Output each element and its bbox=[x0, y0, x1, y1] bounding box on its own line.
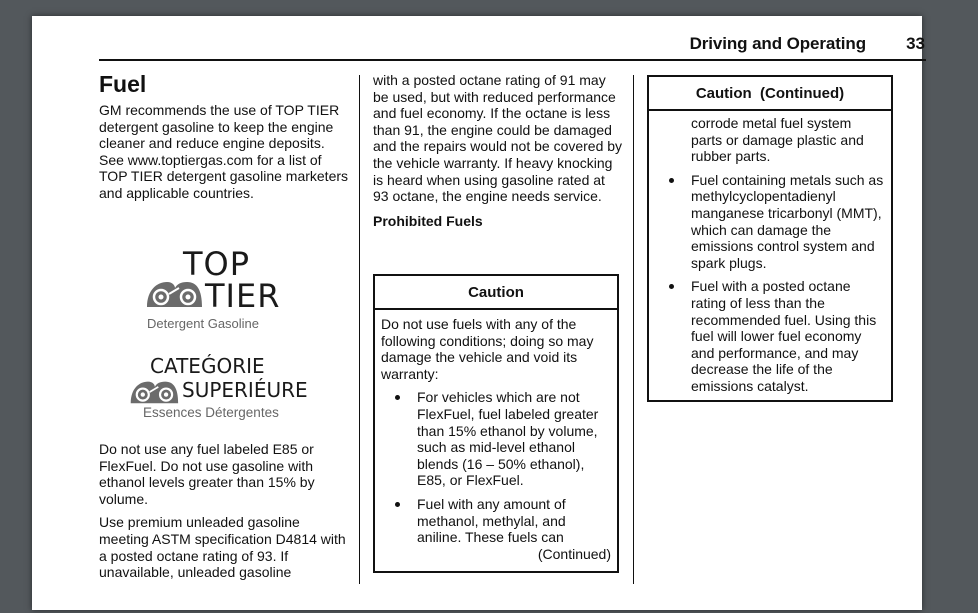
caution-carryover: corrode metal fuel system parts or damage plastic and rubber parts. bbox=[691, 115, 864, 165]
caution-intro: Do not use fuels with any of the following conditions; doing so may damage the vehicle and void its warranty: bbox=[381, 316, 594, 382]
e85-warning-paragraph: Do not use any fuel labeled E85 or FlexFuel. Do not use gasoline with ethanol levels greater than 15% by volume. bbox=[99, 441, 315, 507]
bullet-icon bbox=[395, 395, 400, 400]
caution-bullet: Fuel containing metals such as methylcyclopentadienyl manganese tricarbonyl (MMT), which can damage the emissions control system and spark plugs. bbox=[655, 172, 885, 272]
continued-label: (Continued) bbox=[537, 545, 611, 562]
caution-title: Caution bbox=[375, 276, 617, 310]
logo-tier-text: TIER bbox=[205, 277, 281, 315]
categorie-superieure-logo bbox=[129, 354, 329, 424]
caution-continued-bullet-list bbox=[655, 172, 885, 395]
logo-categorie-text: CATEǴORIE bbox=[150, 354, 265, 378]
bullet-icon bbox=[669, 284, 674, 289]
caution-continued-title: Caution (Continued) bbox=[649, 77, 891, 111]
logo-subtitle-fr: Essences Détergentes bbox=[143, 405, 279, 420]
bullet-icon bbox=[669, 178, 674, 183]
section-heading: Fuel bbox=[99, 71, 147, 97]
caution-continued-box bbox=[647, 75, 893, 402]
page-number: 33 bbox=[906, 34, 925, 53]
caution-bullet: For vehicles which are not FlexFuel, fuel labeled greater than 15% ethanol by volume, such as mid-level ethanol blends (16 – 50% ethanol), E85, or FlexFuel. bbox=[381, 389, 611, 489]
logo-superieure-text: SUPERIÉURE bbox=[182, 378, 308, 402]
bullet-icon bbox=[395, 502, 400, 507]
column-1 bbox=[99, 71, 351, 202]
premium-fuel-paragraph: Use premium unleaded gasoline meeting ASTM specification D4814 with a posted octane rating of 93. If unavailable, unleaded gasoline bbox=[99, 514, 346, 581]
caution-bullet: Fuel with a posted octane rating of less than the recommended fuel. Using this fuel will lower fuel economy and performance, and may decrease the life of the emissions catalyst. bbox=[655, 278, 885, 394]
page-header bbox=[99, 33, 926, 61]
caution-box bbox=[373, 274, 619, 573]
column-divider-2 bbox=[633, 75, 634, 584]
scroll-ornament-icon bbox=[145, 280, 203, 308]
caution-bullet-list bbox=[381, 389, 611, 545]
octane-paragraph: with a posted octane rating of 91 may be used, but with reduced performance and fuel economy. If the octane is less than 91, the engine could be damaged and the repairs would not be covered by the vehicle warranty. If heavy knocking is heard when using gasoline rated at 93 octane, the engine needs service. bbox=[373, 72, 623, 205]
column-1-lower bbox=[99, 441, 351, 581]
top-tier-logo bbox=[145, 246, 315, 334]
document-page bbox=[32, 16, 925, 610]
prohibited-fuels-heading: Prohibited Fuels bbox=[373, 212, 483, 229]
logo-top-text: TOP bbox=[183, 245, 251, 283]
scroll-ornament-icon bbox=[129, 379, 179, 405]
column-2 bbox=[373, 72, 623, 229]
logo-subtitle: Detergent Gasoline bbox=[147, 316, 260, 331]
section-title: Driving and Operating bbox=[689, 34, 866, 53]
caution-bullet: Fuel with any amount of methanol, methylal, and aniline. These fuels can bbox=[381, 496, 611, 546]
caution-body bbox=[375, 310, 617, 566]
intro-paragraph: GM recommends the use of TOP TIER detergent gasoline to keep the engine cleaner and reduce engine deposits. See www.toptiergas.com for a list of TOP TIER detergent gasoline marketers and applicable countries. bbox=[99, 102, 349, 201]
caution-continued-body bbox=[649, 111, 891, 399]
column-divider-1 bbox=[359, 75, 360, 584]
